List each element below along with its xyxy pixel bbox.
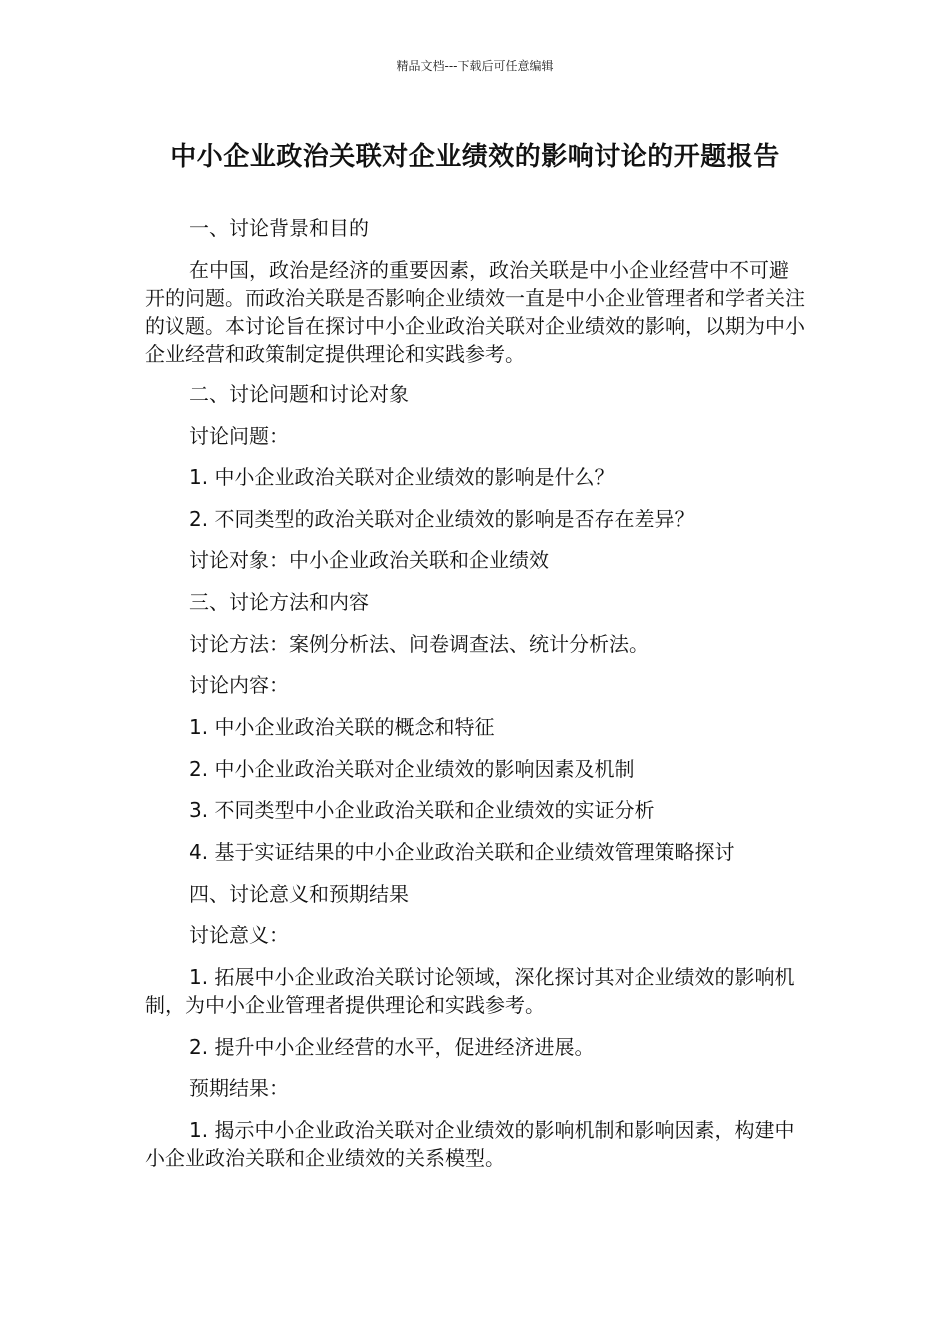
- section-heading-methods: 三、讨论方法和内容: [189, 590, 369, 614]
- expected-result-item: 1. 揭示中小企业政治关联对企业绩效的影响机制和影响因素，构建中小企业政治关联和企业绩效的关系模型。: [145, 1118, 795, 1170]
- header-note: 精品文档---下载后可任意编辑: [396, 59, 554, 73]
- content-label: 讨论内容：: [189, 673, 289, 697]
- expected-results-label: 预期结果：: [189, 1076, 289, 1100]
- significance-item: 2. 提升中小企业经营的水平，促进经济进展。: [189, 1035, 595, 1059]
- research-object: 讨论对象：中小企业政治关联和企业绩效: [189, 548, 549, 572]
- content-item: 2. 中小企业政治关联对企业绩效的影响因素及机制: [189, 757, 635, 781]
- significance-label: 讨论意义：: [189, 923, 289, 947]
- section-heading-significance: 四、讨论意义和预期结果: [189, 882, 409, 906]
- content-item: 3. 不同类型中小企业政治关联和企业绩效的实证分析: [189, 798, 655, 822]
- content-item: 1. 中小企业政治关联的概念和特征: [189, 715, 495, 739]
- questions-label: 讨论问题：: [189, 424, 289, 448]
- paragraph-background: 在中国，政治是经济的重要因素，政治关联是中小企业经营中不可避开的问题。而政治关联是否影响企业绩效一直是中小企业管理者和学者关注的议题。本讨论旨在探讨中小企业政治关联对企业绩效的影响，以期为中小企业经营和政策制定提供理论和实践参考。: [145, 258, 805, 366]
- document-title: 中小企业政治关联对企业绩效的影响讨论的开题报告: [170, 142, 780, 172]
- section-heading-questions: 二、讨论问题和讨论对象: [189, 382, 409, 406]
- question-item: 1. 中小企业政治关联对企业绩效的影响是什么？: [189, 465, 615, 489]
- significance-item: 1. 拓展中小企业政治关联讨论领域，深化探讨其对企业绩效的影响机制，为中小企业管理者提供理论和实践参考。: [145, 965, 795, 1017]
- methods-text: 讨论方法：案例分析法、问卷调查法、统计分析法。: [189, 632, 649, 656]
- content-item: 4. 基于实证结果的中小企业政治关联和企业绩效管理策略探讨: [189, 840, 735, 864]
- question-item: 2. 不同类型的政治关联对企业绩效的影响是否存在差异？: [189, 507, 695, 531]
- section-heading-background: 一、讨论背景和目的: [189, 216, 369, 240]
